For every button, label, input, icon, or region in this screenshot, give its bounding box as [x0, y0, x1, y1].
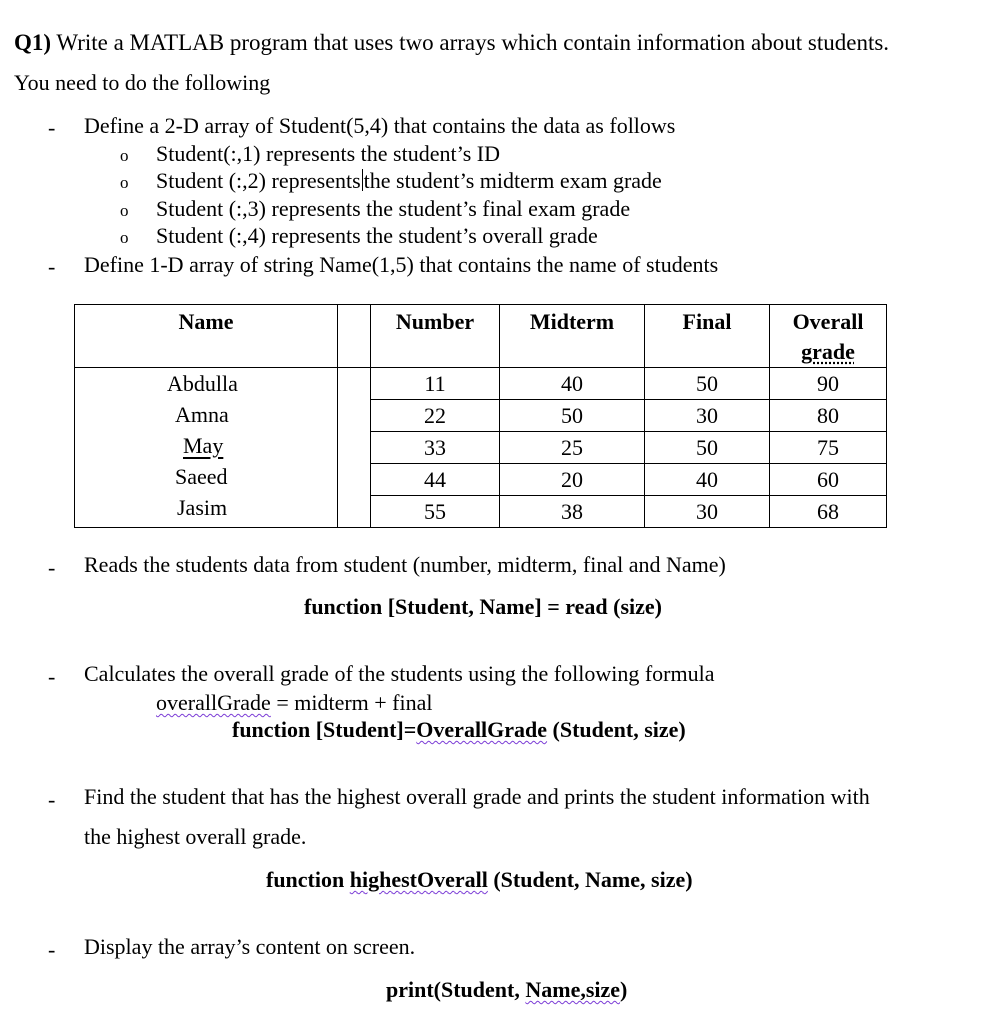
table-cell-overall: 80: [770, 400, 886, 432]
bullet-dash: -: [48, 937, 56, 962]
table-cell-overall: 90: [770, 368, 886, 400]
sub-bullet-final: Student (:,3) represents the student’s final exam grade: [156, 196, 631, 221]
bullet-calculate: Calculates the overall grade of the students using the following formula: [84, 661, 715, 686]
function-highest-overall: [266, 867, 693, 892]
header-number: Number: [371, 305, 500, 368]
midterm-column: [500, 368, 645, 528]
function-highest-name: highestOverall: [349, 867, 488, 892]
table-cell-midterm: 40: [500, 368, 644, 400]
table-cell-name: Saeed: [175, 464, 228, 489]
sub-bullet-midterm: [156, 168, 662, 193]
table-cell-final: 50: [645, 368, 769, 400]
sub-bullet-marker: o: [120, 173, 129, 192]
bullet-find-highest: Find the student that has the highest overall grade and prints the student information with: [84, 784, 870, 809]
overall-column: [770, 368, 887, 528]
table-cell-overall: 68: [817, 499, 839, 524]
sub-bullet-overall: Student (:,4) represents the student’s overall grade: [156, 223, 598, 248]
text-cursor: [362, 169, 363, 191]
function-print-close: ): [620, 977, 628, 1002]
bullet-dash: -: [48, 115, 56, 140]
bullet-find-highest-cont: the highest overall grade.: [84, 824, 307, 849]
sub-bullet-midterm-b: the student’s midterm exam grade: [363, 168, 662, 193]
table-cell-overall: 60: [770, 464, 886, 496]
sub-bullet-id: Student(:,1) represents the student’s ID: [156, 141, 500, 166]
number-column: [371, 368, 500, 528]
bullet-define-2d: Define a 2-D array of Student(5,4) that contains the data as follows: [84, 113, 676, 138]
function-print: [386, 977, 627, 1002]
function-highest-args: (Student, Name, size): [487, 867, 693, 892]
bullet-read: Reads the students data from student (number, midterm, final and Name): [84, 552, 726, 577]
table-cell-final: 40: [645, 464, 769, 496]
table-cell-overall: 75: [770, 432, 886, 464]
students-table: [74, 304, 887, 528]
table-cell-name: May: [183, 433, 224, 458]
bullet-dash: -: [48, 664, 56, 689]
sub-bullet-marker: o: [120, 228, 129, 247]
table-cell-name: Amna: [175, 402, 229, 427]
function-overall-grade-pre: function [Student]=: [232, 717, 417, 742]
table-cell-number: 11: [371, 368, 499, 400]
bullet-dash: -: [48, 787, 56, 812]
question-label: Q1): [14, 30, 52, 55]
table-body: [75, 368, 887, 528]
name-column: [75, 368, 338, 528]
formula-expression: = midterm + final: [270, 690, 433, 715]
table-cell-midterm: 38: [561, 499, 583, 524]
sub-bullet-midterm-a: Student (:,2) represents: [156, 168, 361, 193]
function-print-pre: print(Student,: [386, 977, 526, 1002]
header-overall: Overall grade: [770, 305, 887, 368]
header-separator: [338, 305, 371, 368]
bullet-define-1d: Define 1-D array of string Name(1,5) that contains the name of students: [84, 252, 719, 277]
function-highest-pre: function: [266, 867, 350, 892]
function-read: function [Student, Name] = read (size): [304, 594, 662, 619]
separator-column: [338, 368, 371, 528]
function-overall-grade: [232, 717, 686, 742]
table-cell-final: 30: [696, 499, 718, 524]
header-name: Name: [75, 305, 338, 368]
sub-bullet-marker: o: [120, 146, 129, 165]
table-cell-number: 44: [371, 464, 499, 496]
table-cell-number: 33: [371, 432, 499, 464]
bullet-dash: -: [48, 254, 56, 279]
table-header-row: [75, 305, 887, 368]
final-column: [645, 368, 770, 528]
function-overall-grade-name: OverallGrade: [416, 717, 548, 742]
table-cell-name: Abdulla: [167, 371, 238, 396]
table-cell-midterm: 25: [500, 432, 644, 464]
function-overall-grade-args: (Student, size): [547, 717, 686, 742]
table-cell-number: 22: [371, 400, 499, 432]
table-cell-midterm: 20: [500, 464, 644, 496]
header-final: Final: [645, 305, 770, 368]
bullet-display: Display the array’s content on screen.: [84, 934, 416, 959]
table-cell-final: 30: [645, 400, 769, 432]
table-cell-number: 55: [424, 499, 446, 524]
header-midterm: Midterm: [500, 305, 645, 368]
formula-line: [156, 690, 433, 715]
bullet-dash: -: [48, 555, 56, 580]
table-cell-midterm: 50: [500, 400, 644, 432]
question-text: Write a MATLAB program that uses two arrays which contain information about students.: [56, 30, 890, 55]
table-cell-final: 50: [645, 432, 769, 464]
table-cell-name: Jasim: [177, 495, 228, 520]
sub-bullet-marker: o: [120, 201, 129, 220]
instruction-line: You need to do the following: [14, 70, 271, 95]
formula-variable: overallGrade: [156, 690, 271, 715]
question-title: [14, 30, 889, 56]
function-print-args-marked: Name,size: [525, 977, 621, 1002]
